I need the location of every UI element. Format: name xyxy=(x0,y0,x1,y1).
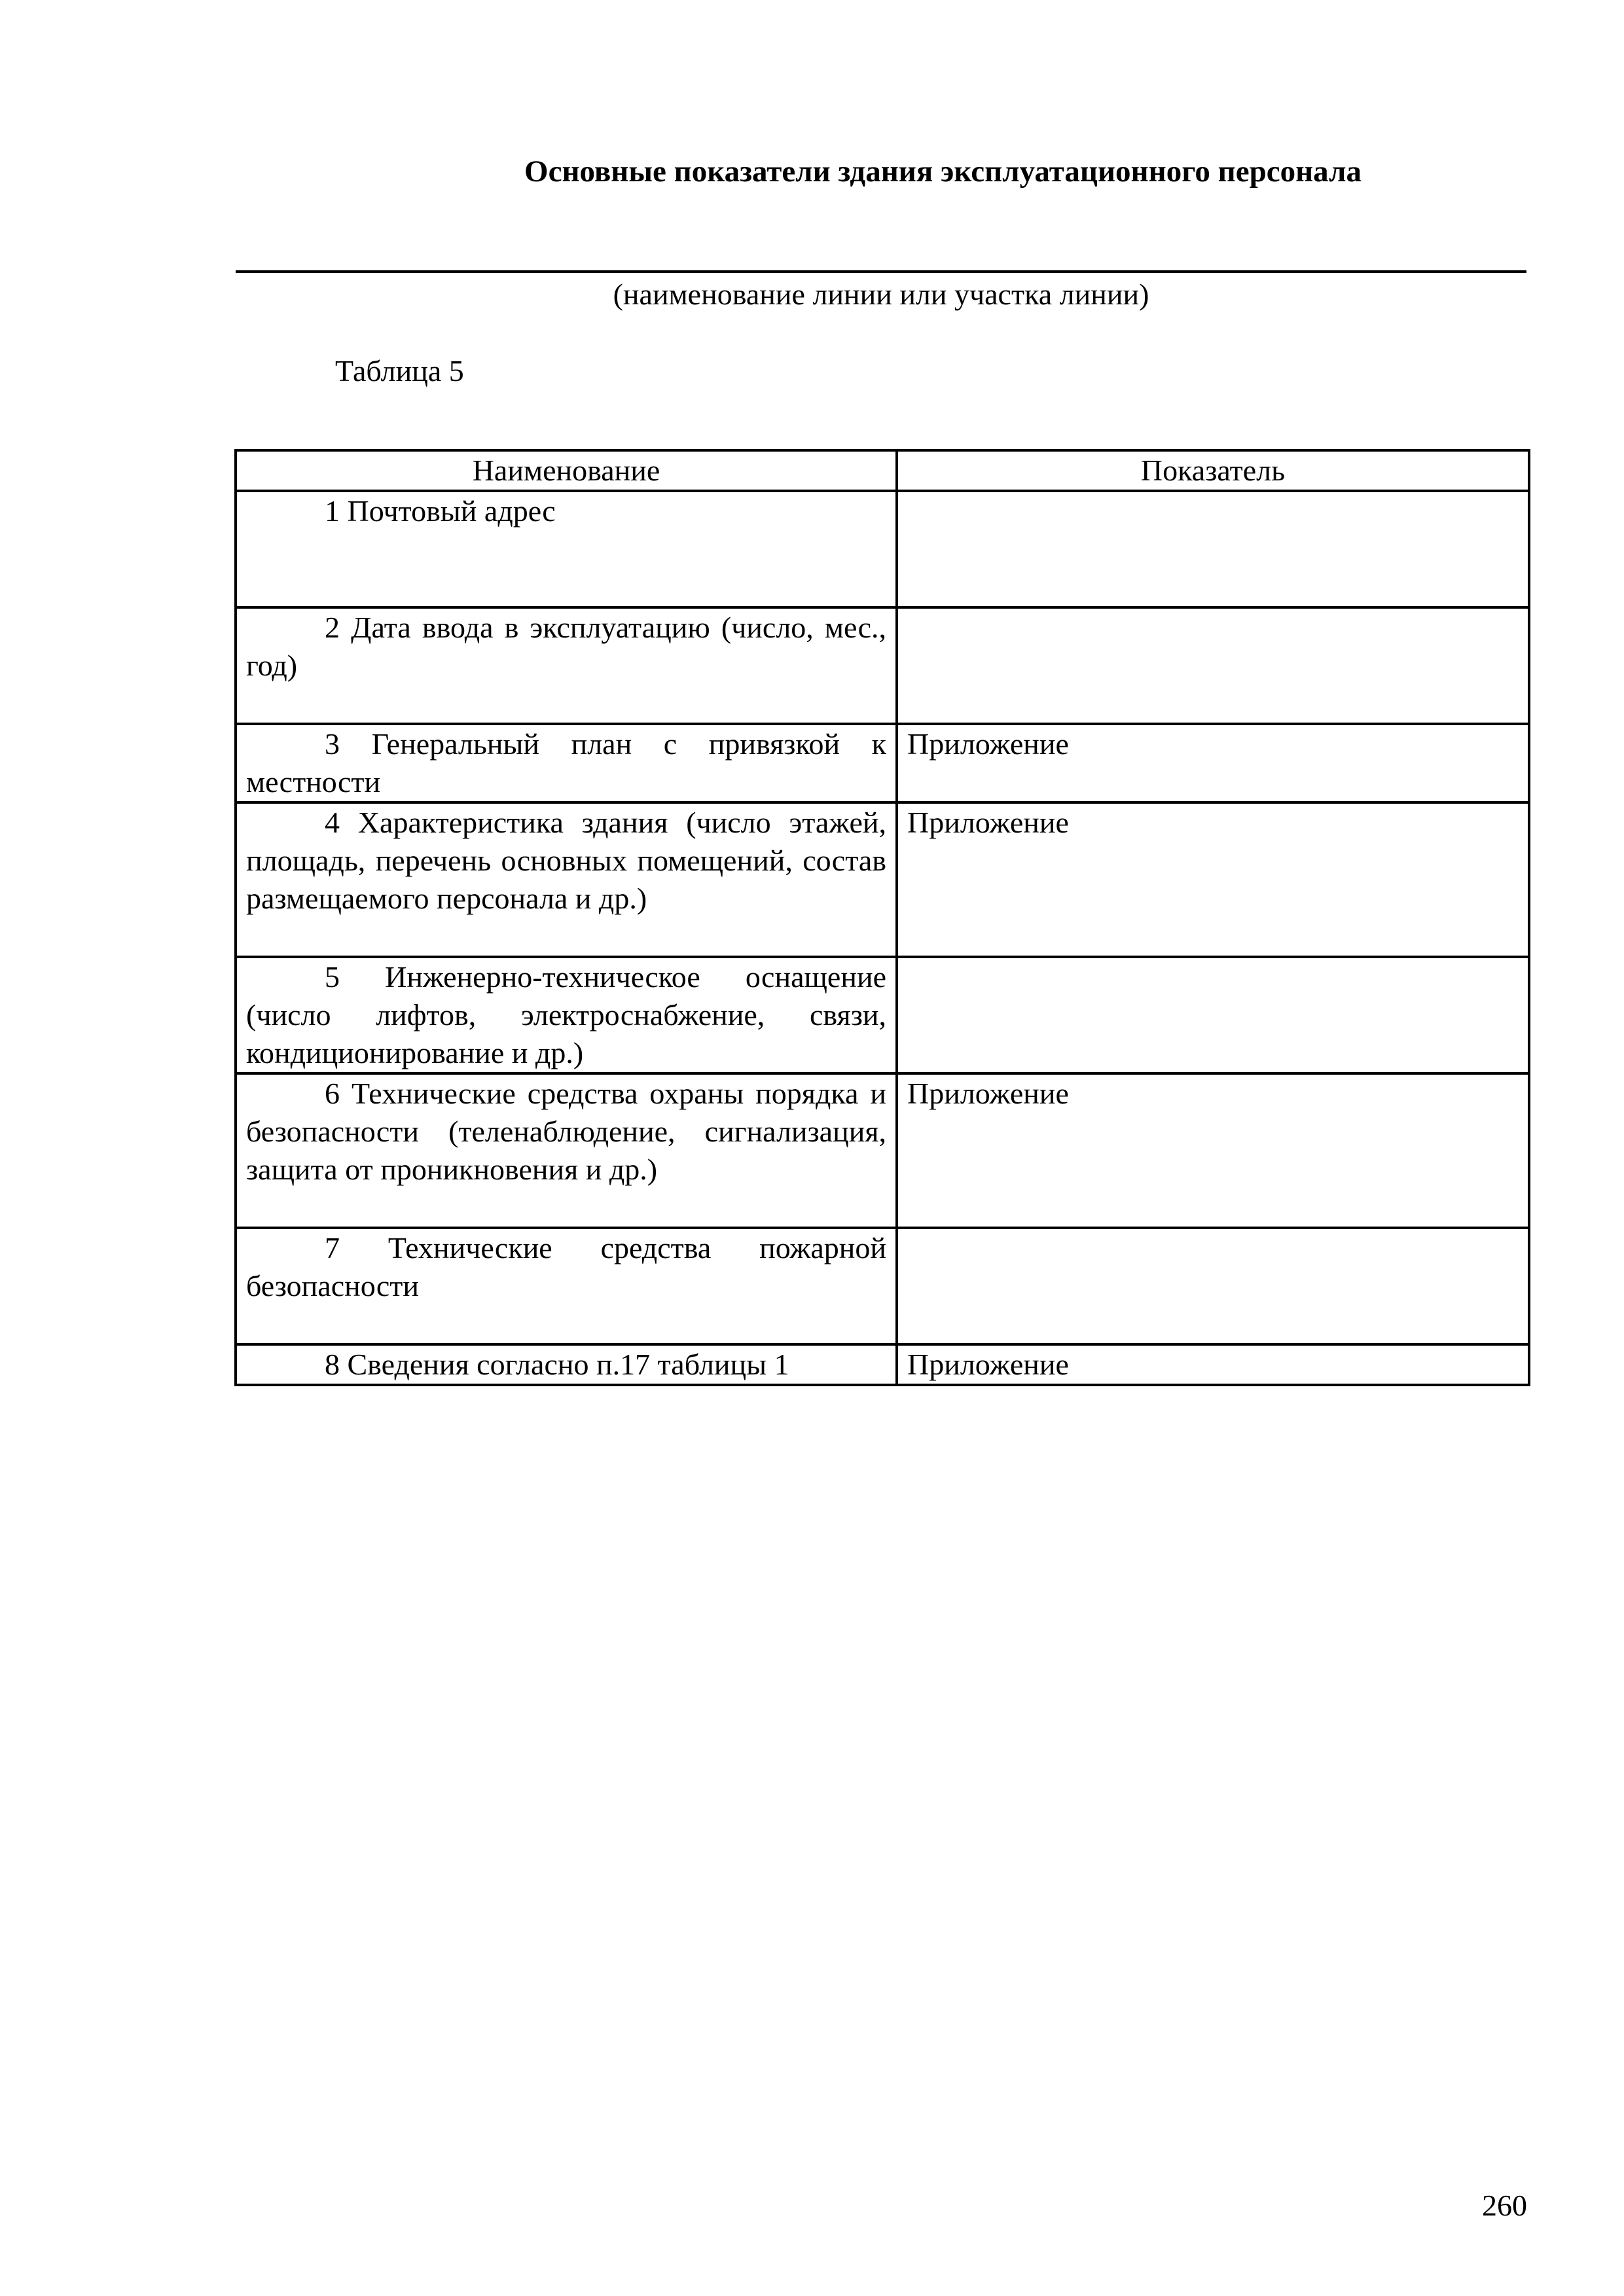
header-name: Наименование xyxy=(236,450,897,491)
row-name-cell xyxy=(236,957,897,1073)
row-name: 3 Генеральный план с привязкой к местности xyxy=(246,727,886,798)
table-row xyxy=(236,1228,1529,1344)
row-value-cell: Приложение xyxy=(897,802,1529,957)
row-value-cell xyxy=(897,491,1529,607)
page-number: 260 xyxy=(1482,2189,1527,2222)
row-value-cell: Приложение xyxy=(897,724,1529,802)
line-name-caption: (наименование линии или участка линии) xyxy=(613,278,1149,311)
row-name: 2 Дата ввода в эксплуатацию (число, мес., год) xyxy=(246,611,886,682)
table-row xyxy=(236,1073,1529,1228)
table-label: Таблица 5 xyxy=(335,354,464,387)
row-name-cell xyxy=(236,1228,897,1344)
table-row xyxy=(236,607,1529,724)
row-name: 6 Технические средства охраны порядка и безопасности (теленаблюдение, сигнализация, защита от проникновения и др.) xyxy=(246,1077,886,1186)
row-name: 7 Технические средства пожарной безопасности xyxy=(246,1231,886,1302)
row-value-cell: Приложение xyxy=(897,1073,1529,1228)
row-value-cell: Приложение xyxy=(897,1344,1529,1385)
row-name: 1 Почтовый адрес xyxy=(325,494,556,528)
row-name-cell xyxy=(236,1344,897,1385)
row-name: 8 Сведения согласно п.17 таблицы 1 xyxy=(325,1348,789,1381)
table-row xyxy=(236,724,1529,802)
table-row xyxy=(236,957,1529,1073)
table-row xyxy=(236,1344,1529,1385)
row-value-cell xyxy=(897,1228,1529,1344)
header-value: Показатель xyxy=(897,450,1529,491)
row-name: 5 Инженерно-техническое оснащение (число лифтов, электроснабжение, связи, кондиционирование и др.) xyxy=(246,960,886,1069)
row-name-cell xyxy=(236,491,897,607)
row-name-cell xyxy=(236,802,897,957)
row-name: 4 Характеристика здания (число этажей, площадь, перечень основных помещений, состав размещаемого персонала и др.) xyxy=(246,806,886,915)
row-value-cell xyxy=(897,957,1529,1073)
table-header-row xyxy=(236,450,1529,491)
row-name-cell xyxy=(236,1073,897,1228)
row-name-cell xyxy=(236,607,897,724)
row-name-cell xyxy=(236,724,897,802)
row-value-cell xyxy=(897,607,1529,724)
line-name-rule xyxy=(236,270,1526,273)
parameters-table xyxy=(234,449,1530,1386)
table-row xyxy=(236,491,1529,607)
table-row xyxy=(236,802,1529,957)
page-title: Основные показатели здания эксплуатационного персонала xyxy=(524,154,1362,188)
